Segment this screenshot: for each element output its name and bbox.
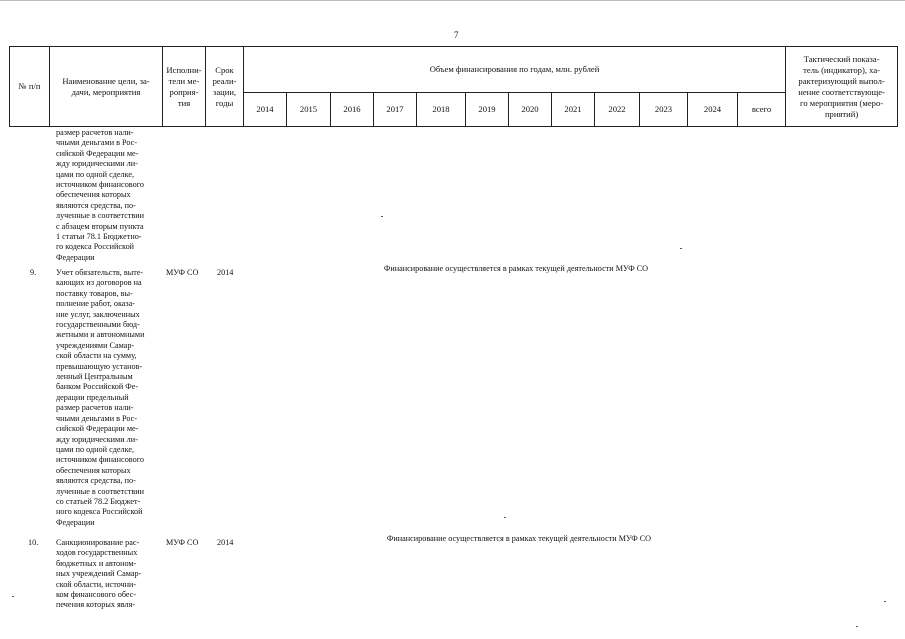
header-year: 2018 — [417, 93, 466, 127]
header-year: 2020 — [509, 93, 552, 127]
row-number: 10. — [28, 538, 39, 547]
row-term: 2014 — [217, 268, 234, 277]
header-year: 2021 — [552, 93, 595, 127]
scan-speck — [884, 601, 886, 602]
header-executor: Исполни- тели ме- роприя- тия — [163, 47, 206, 127]
row-executor: МУФ СО — [166, 538, 199, 547]
header-total: всего — [738, 93, 786, 127]
header-name: Наименование цели, за- дачи, мероприятия — [50, 47, 163, 127]
header-term: Срок реали- зации, годы — [206, 47, 244, 127]
header-number: № п/п — [10, 47, 50, 127]
header-indicator: Тактический показа- тель (индикатор), ха- рактеризующий выпол- нение соответствующе- го мероприятия (меро- приятий) — [786, 47, 898, 127]
row-name: Учет обязательств, выте- кающих из договоров на поставку товаров, вы- полнение работ, оказа- ние услуг, заключенных государственными бюд- жетными и автономными учреждениями Самар- ской области на сумму, превышающую установ- ленный Центральным банком Российской Фе- дерации предельный размер расчетов нали- чными деньгами в Рос- сийской Федерации ме- жду юридическими ли- цами по одной сделке, источником финансового обеспечения которых являются средства, по- лученные в соответствии со статьей 78.2 Бюджет- ного кодекса Российской Федерации — [56, 268, 145, 527]
scan-speck — [856, 626, 858, 627]
header-year: 2016 — [331, 93, 374, 127]
scan-speck — [680, 248, 682, 249]
page-number: 7 — [454, 30, 459, 40]
header-year: 2024 — [688, 93, 738, 127]
scan-speck — [381, 216, 383, 217]
row-financing-note: Финансирование осуществляется в рамках текущей деятельности МУФ СО — [386, 534, 652, 543]
header-financing-title: Объем финансирования по годам, млн. рублей — [244, 47, 786, 93]
row-number: 9. — [30, 268, 37, 277]
top-border-line — [0, 0, 905, 1]
header-year: 2023 — [640, 93, 688, 127]
row-executor: МУФ СО — [166, 268, 199, 277]
scan-speck — [504, 517, 506, 518]
table-header — [9, 46, 898, 127]
header-year: 2014 — [244, 93, 287, 127]
row-term: 2014 — [217, 538, 234, 547]
scan-speck — [12, 596, 14, 597]
header-year: 2017 — [374, 93, 417, 127]
row-financing-note: Финансирование осуществляется в рамках текущей деятельности МУФ СО — [383, 264, 649, 273]
header-year: 2015 — [287, 93, 331, 127]
row-name: Санкционирование рас- ходов государственных бюджетных и автоном- ных учреждений Самар- ской области, источни- ком финансового обес- печения которых явля- — [56, 538, 142, 610]
header-year: 2019 — [466, 93, 509, 127]
row-name: размер расчетов нали- чными деньгами в Рос- сийской Федерации ме- жду юридическими ли- цами по одной сделке, источником финансового обеспечения которых являются средства, по- лученные в соответствии с абзацем вторым пункта 1 статьи 78.1 Бюджетно- го кодекса Российской Федерации — [56, 128, 145, 262]
header-year: 2022 — [595, 93, 640, 127]
table-body — [0, 126, 905, 639]
